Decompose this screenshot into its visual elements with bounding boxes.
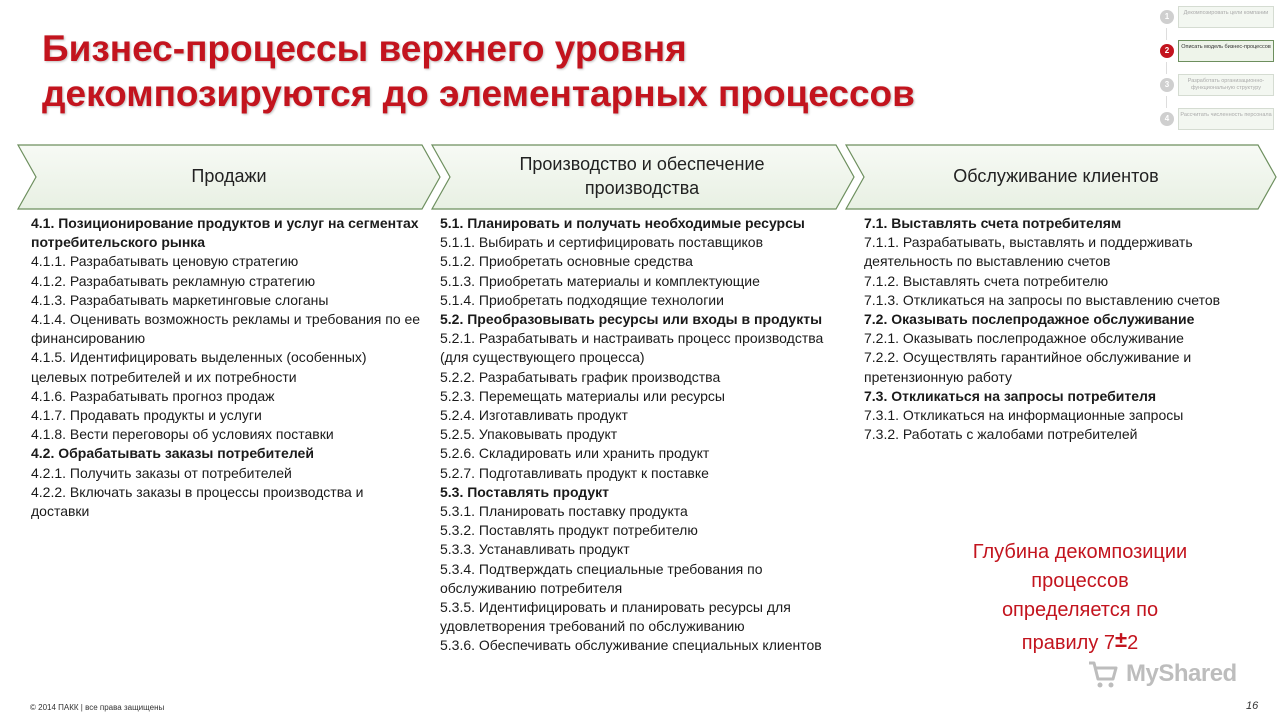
process-item: 5.2.6. Складировать или хранить продукт (440, 445, 710, 462)
header-production: Производство и обеспечение производства (519, 154, 765, 198)
plus-minus-sign: ± (1115, 627, 1128, 652)
process-group-heading: 5.2. Преобразовывать ресурсы или входы в продукты (440, 311, 823, 328)
step-navigator (1158, 6, 1278, 144)
process-item: 4.1.8. Вести переговоры об условиях поставки (31, 426, 334, 443)
step-connector (1166, 96, 1167, 108)
process-item: 7.1.1. Разрабатывать, выставлять и поддерживать деятельность по выставлению счетов (864, 234, 1193, 270)
step-number: 1 (1160, 10, 1174, 24)
decomposition-note (940, 538, 1220, 658)
process-item: 4.1.5. Идентифицировать выделенных (особенных) целевых потребителей и их потребности (31, 349, 367, 385)
watermark (1086, 656, 1237, 692)
step-4[interactable] (1158, 108, 1274, 130)
step-1[interactable] (1158, 6, 1274, 28)
process-item: 7.2.2. Осуществлять гарантийное обслуживание и претензионную работу (864, 349, 1192, 385)
process-group-heading: 7.1. Выставлять счета потребителям (864, 215, 1122, 231)
step-connector (1166, 28, 1167, 40)
process-item: 5.2.3. Перемещать материалы или ресурсы (440, 387, 725, 404)
process-item: 4.1.3. Разрабатывать маркетинговые слоганы (31, 291, 329, 308)
process-item: 5.3.5. Идентифицировать и планировать ресурсы для удовлетворения требований по обслуживанию (440, 599, 791, 635)
step-number: 4 (1160, 112, 1174, 126)
process-item: 5.1.3. Приобретать материалы и комплектующие (440, 272, 760, 289)
process-item: 4.1.6. Разрабатывать прогноз продаж (31, 387, 275, 404)
process-item: 7.3.1. Откликаться на информационные запросы (864, 407, 1184, 424)
note-rule-suffix: 2 (1127, 632, 1139, 654)
process-item: 4.2.2. Включать заказы в процессы производства и доставки (31, 483, 364, 520)
process-item: 5.2.5. Упаковывать продукт (440, 426, 618, 443)
title-line-2: декомпозируются до элементарных процессов (42, 73, 915, 114)
process-group-heading: 5.3. Поставлять продукт (440, 483, 610, 500)
process-item: 5.1.4. Приобретать подходящие технологии (440, 291, 724, 308)
process-group-heading: 5.1. Планировать и получать необходимые ресурсы (440, 215, 805, 231)
column-service (864, 214, 1259, 444)
process-item: 7.1.3. Откликаться на запросы по выставлению счетов (864, 291, 1221, 308)
process-chevrons (0, 143, 1280, 211)
process-item: 7.1.2. Выставлять счета потребителю (864, 272, 1109, 289)
shopping-cart-icon (1086, 657, 1120, 691)
note-line-1: Глубина декомпозиции (972, 541, 1188, 563)
page-number: 16 (1246, 700, 1259, 712)
step-2[interactable] (1158, 40, 1274, 62)
process-item: 5.3.4. Подтверждать специальные требования по обслуживанию потребителя (440, 560, 763, 596)
process-item: 4.1.7. Продавать продукты и услуги (31, 407, 262, 424)
process-item: 4.1.2. Разрабатывать рекламную стратегию (31, 272, 316, 289)
note-rule-prefix: правилу 7 (1021, 632, 1116, 654)
step-label: Декомпозировать цели компании (1178, 6, 1274, 28)
watermark-text: MyShared (1126, 660, 1237, 687)
process-item: 5.1.1. Выбирать и сертифицировать поставщиков (440, 234, 764, 251)
process-item: 5.3.3. Устанавливать продукт (440, 541, 630, 558)
header-sales: Продажи (191, 166, 267, 186)
process-item: 5.2.2. Разрабатывать график производства (440, 368, 721, 385)
process-item: 4.2.1. Получить заказы от потребителей (31, 464, 292, 481)
process-item: 4.1.1. Разрабатывать ценовую стратегию (31, 253, 299, 270)
step-label: Рассчитать численность персонала (1178, 108, 1274, 130)
process-group-heading: 4.2. Обрабатывать заказы потребителей (31, 445, 314, 462)
copyright-footer: © 2014 ПАКК | все права защищены (30, 703, 165, 712)
process-group-heading: 7.2. Оказывать послепродажное обслуживание (864, 311, 1195, 328)
process-group-heading: 4.1. Позиционирование продуктов и услуг на сегментах потребительского рынка (31, 215, 419, 251)
slide-title (42, 26, 1122, 116)
title-line-1: Бизнес-процессы верхнего уровня (42, 28, 687, 69)
process-item: 5.3.2. Поставлять продукт потребителю (440, 522, 698, 539)
column-sales (31, 214, 421, 521)
step-label: Описать модель бизнес-процессов (1178, 40, 1274, 62)
step-3[interactable] (1158, 74, 1274, 96)
note-line-4 (940, 625, 1220, 658)
step-label: Разработать организационно-функциональную структуру (1178, 74, 1274, 96)
process-item: 7.3.2. Работать с жалобами потребителей (864, 426, 1138, 443)
process-item: 5.2.7. Подготавливать продукт к поставке (440, 464, 709, 481)
column-production (440, 214, 850, 656)
process-item: 7.2.1. Оказывать послепродажное обслуживание (864, 330, 1184, 347)
header-service: Обслуживание клиентов (953, 166, 1159, 186)
step-connector (1166, 62, 1167, 74)
note-line-3: определяется по (1001, 599, 1159, 621)
process-group-heading: 7.3. Откликаться на запросы потребителя (864, 387, 1157, 404)
process-item: 5.3.1. Планировать поставку продукта (440, 503, 688, 520)
process-item: 4.1.4. Оценивать возможность рекламы и требования по ее финансированию (31, 311, 421, 347)
process-item: 5.1.2. Приобретать основные средства (440, 253, 693, 270)
step-number: 2 (1160, 44, 1174, 58)
process-item: 5.3.6. Обеспечивать обслуживание специальных клиентов (440, 637, 822, 654)
process-item: 5.2.4. Изготавливать продукт (440, 407, 628, 424)
step-number: 3 (1160, 78, 1174, 92)
note-line-2: процессов (1031, 570, 1129, 592)
process-item: 5.2.1. Разрабатывать и настраивать процесс производства (для существующего процесса) (440, 330, 824, 366)
